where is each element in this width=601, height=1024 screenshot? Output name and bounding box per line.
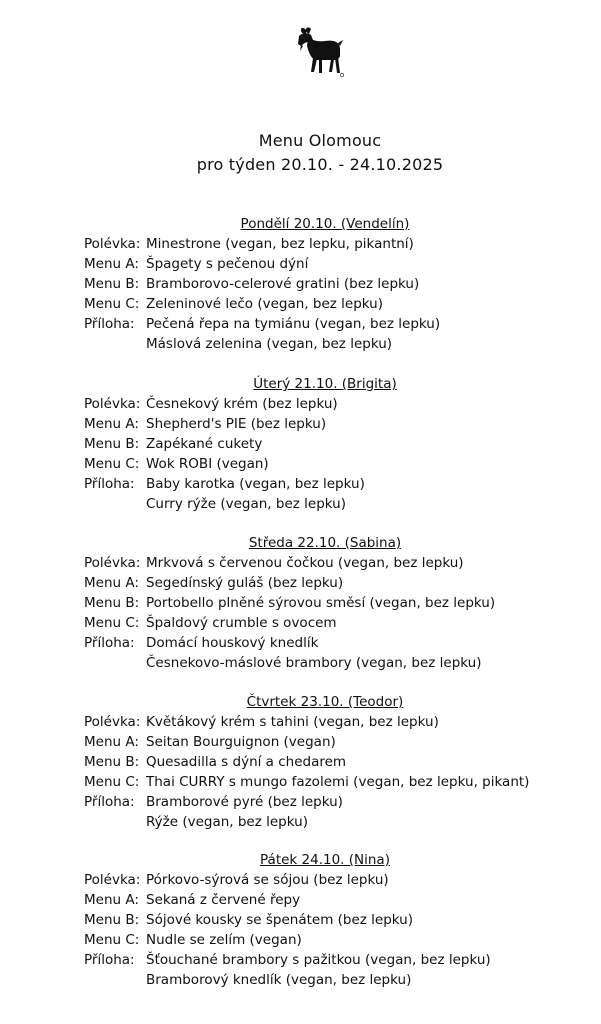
menu-row-dish: Portobello plněné sýrovou směsí (vegan, bez lepku) — [146, 595, 496, 611]
menu-row-dish: Špaldový crumble s ovocem — [146, 615, 337, 631]
menu-row-label: Menu A: — [84, 575, 139, 591]
menu-row-label: Menu B: — [84, 436, 140, 452]
menu-row-dish: Domácí houskový knedlík — [146, 635, 319, 651]
menu-row-label: Menu C: — [84, 296, 140, 312]
menu-row-dish: Quesadilla s dýní a chedarem — [146, 754, 347, 770]
menu-row-label: Menu C: — [84, 615, 140, 631]
menu-row-label: Menu C: — [84, 774, 140, 790]
menu-row-label: Polévka: — [84, 872, 141, 888]
page-title: Menu Olomouc — [258, 131, 382, 150]
menu-row-dish: Bramborovo-celerové gratini (bez lepku) — [146, 276, 420, 292]
menu-row-dish: Sójové kousky se špenátem (bez lepku) — [146, 912, 414, 928]
menu-row-dish: Nudle se zelím (vegan) — [146, 932, 302, 948]
menu-row-label: Menu B: — [84, 595, 140, 611]
menu-row-label: Menu C: — [84, 932, 140, 948]
menu-row-label: Příloha: — [84, 952, 135, 968]
menu-row-dish: Minestrone (vegan, bez lepku, pikantní) — [146, 236, 414, 252]
menu-row-label: Menu C: — [84, 456, 140, 472]
menu-row-label: Polévka: — [84, 236, 141, 252]
menu-row-label: Menu A: — [84, 892, 139, 908]
menu-row-label: Menu A: — [84, 734, 139, 750]
menu-row-dish: Špagety s pečenou dýní — [146, 256, 309, 272]
menu-row-label: Příloha: — [84, 476, 135, 492]
menu-row-dish: Bramborové pyré (bez lepku) — [146, 794, 343, 810]
menu-row-label: Příloha: — [84, 316, 135, 332]
menu-row-label: Menu B: — [84, 276, 140, 292]
day-heading: Čtvrtek 23.10. (Teodor) — [246, 694, 404, 710]
menu-row-dish: Česnekovo-máslové brambory (vegan, bez lepku) — [146, 655, 482, 671]
day-heading: Pondělí 20.10. (Vendelín) — [240, 216, 410, 232]
menu-row-dish: Wok ROBI (vegan) — [146, 456, 269, 472]
menu-row-label: Menu A: — [84, 256, 139, 272]
menu-row-dish: Rýže (vegan, bez lepku) — [146, 814, 308, 830]
menu-row-label: Příloha: — [84, 794, 135, 810]
menu-row-dish: Shepherd's PIE (bez lepku) — [146, 416, 327, 432]
page-subtitle: pro týden 20.10. - 24.10.2025 — [196, 155, 444, 174]
day-heading: Úterý 21.10. (Brigita) — [253, 376, 397, 392]
menu-row-dish: Bramborový knedlík (vegan, bez lepku) — [146, 972, 412, 988]
menu-row-dish: Seitan Bourguignon (vegan) — [146, 734, 336, 750]
menu-row-dish: Sekaná z červené řepy — [146, 892, 301, 908]
menu-row-label: Menu A: — [84, 416, 139, 432]
menu-row-dish: Máslová zelenina (vegan, bez lepku) — [146, 336, 393, 352]
menu-row-dish: Thai CURRY s mungo fazolemi (vegan, bez lepku, pikant) — [146, 774, 530, 790]
menu-row-dish: Zeleninové lečo (vegan, bez lepku) — [146, 296, 383, 312]
menu-row-dish: Zapékané cukety — [146, 436, 263, 452]
day-heading: Pátek 24.10. (Nina) — [260, 852, 390, 868]
menu-row-dish: Segedínský guláš (bez lepku) — [146, 575, 344, 591]
menu-row-dish: Pórkovo-sýrová se sójou (bez lepku) — [146, 872, 389, 888]
goat-logo-icon — [293, 26, 347, 78]
menu-row-dish: Květákový krém s tahini (vegan, bez lepku) — [146, 714, 439, 730]
menu-row-dish: Šťouchané brambory s pažitkou (vegan, bez lepku) — [146, 952, 491, 968]
menu-row-label: Polévka: — [84, 714, 141, 730]
menu-row-label: Polévka: — [84, 555, 141, 571]
day-heading: Středa 22.10. (Sabina) — [248, 535, 402, 551]
menu-row-label: Příloha: — [84, 635, 135, 651]
menu-row-label: Menu B: — [84, 754, 140, 770]
menu-row-dish: Baby karotka (vegan, bez lepku) — [146, 476, 365, 492]
menu-row-dish: Mrkvová s červenou čočkou (vegan, bez lepku) — [146, 555, 464, 571]
menu-row-label: Menu B: — [84, 912, 140, 928]
menu-row-dish: Curry rýže (vegan, bez lepku) — [146, 496, 346, 512]
menu-row-dish: Pečená řepa na tymiánu (vegan, bez lepku) — [146, 316, 441, 332]
menu-row-dish: Česnekový krém (bez lepku) — [146, 396, 338, 412]
menu-row-label: Polévka: — [84, 396, 141, 412]
